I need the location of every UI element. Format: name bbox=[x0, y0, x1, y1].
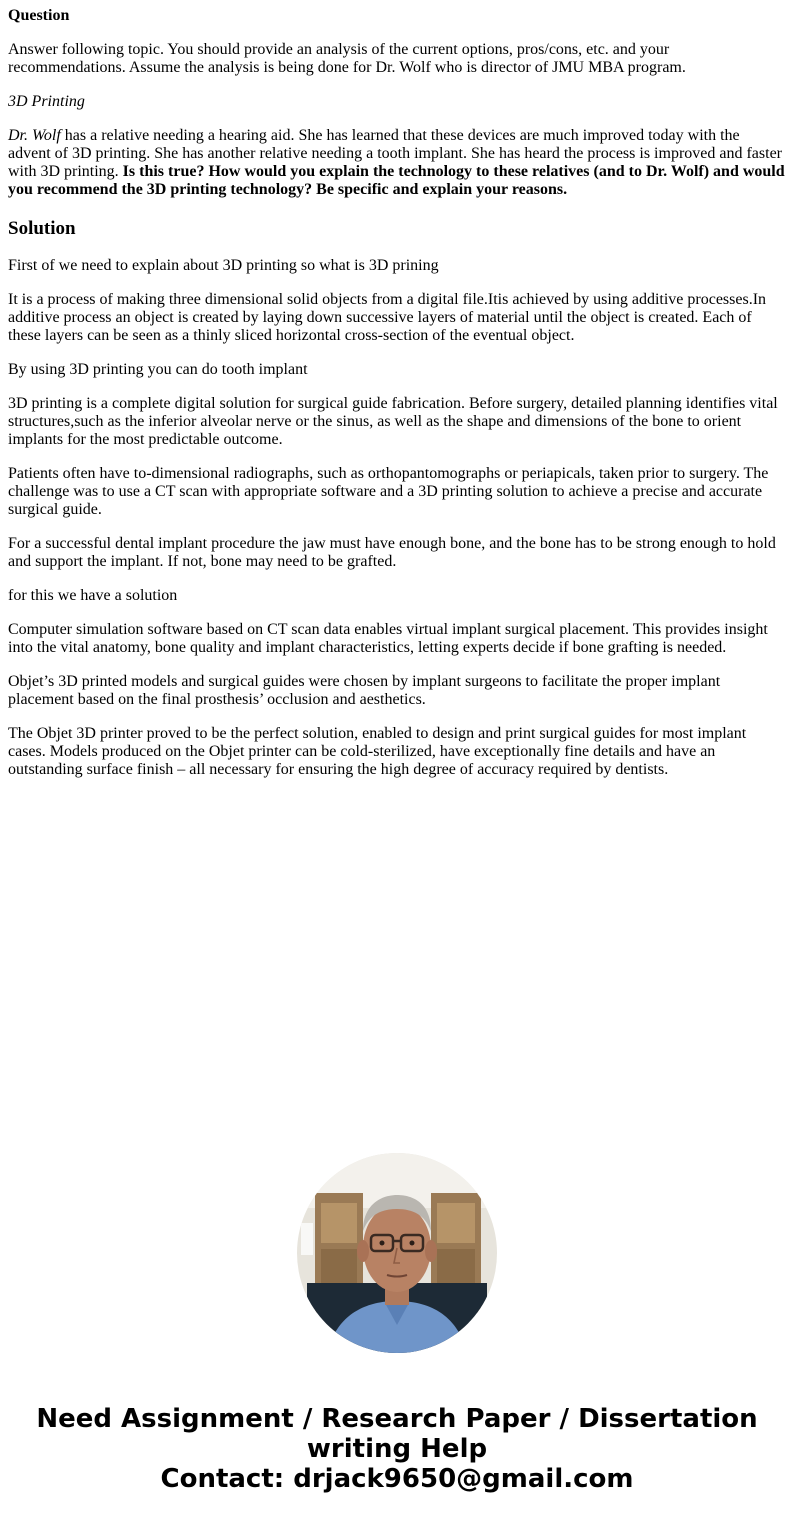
solution-heading: Solution bbox=[8, 218, 76, 239]
promo-line: Need Assignment / Research Paper / Dissertation bbox=[36, 1404, 758, 1434]
solution-paragraph: By using 3D printing you can do tooth implant bbox=[8, 361, 308, 378]
solution-paragraph: First of we need to explain about 3D printing so what is 3D prining bbox=[8, 257, 439, 274]
solution-paragraph: 3D printing is a complete digital solution for surgical guide fabrication. Before surgery, detailed planning identifies vital structures,such as the inferior alveolar nerve or the sinus, as well as the shape and dimensions of the bone to orient implants for the most predictable outcome. bbox=[8, 395, 778, 448]
question-body-name: Dr. Wolf bbox=[8, 127, 61, 144]
solution-paragraph: for this we have a solution bbox=[8, 587, 178, 604]
solution-paragraph: Computer simulation software based on CT scan data enables virtual implant surgical placement. This provides insight into the vital anatomy, bone quality and implant characteristics, letting experts decide if bone grafting is needed. bbox=[8, 621, 768, 656]
promo-contact: Contact: drjack9650@gmail.com bbox=[160, 1464, 634, 1494]
author-avatar bbox=[297, 1153, 497, 1353]
question-label: Question bbox=[8, 7, 70, 24]
avatar-portrait bbox=[297, 1153, 497, 1353]
solution-paragraph: It is a process of making three dimensional solid objects from a digital file.Itis achieved by using additive processes.In additive process an object is created by laying down successive layers of material until the object is created. Each of these layers can be seen as a thinly sliced horizontal cross-section of the eventual object. bbox=[8, 291, 767, 344]
promo-line: writing Help bbox=[306, 1434, 488, 1464]
document-body bbox=[8, 7, 786, 795]
solution-paragraph: For a successful dental implant procedure the jaw must have enough bone, and the bone has to be strong enough to hold and support the implant. If not, bone may need to be grafted. bbox=[8, 535, 776, 570]
question-body-text: has a relative needing a hearing aid. She has learned that these devices are much improved today with the advent of 3D printing. She has another relative needing a tooth implant. She has heard the process is improved and faster with 3D printing. bbox=[8, 127, 783, 180]
solution-paragraph: Objet’s 3D printed models and surgical guides were chosen by implant surgeons to facilitate the proper implant placement based on the final prosthesis’ occlusion and aesthetics. bbox=[8, 673, 721, 708]
topic-title: 3D Printing bbox=[8, 93, 85, 110]
promo-banner bbox=[0, 1404, 794, 1494]
solution-paragraph: Patients often have to-dimensional radiographs, such as orthopantomographs or periapicals, taken prior to surgery. The challenge was to use a CT scan with appropriate software and a 3D printing solution to achieve a precise and accurate surgical guide. bbox=[8, 465, 769, 518]
question-body-bold: Is this true? How would you explain the technology to these relatives (and to Dr. Wolf) and would you recommend the 3D printing technology? Be specific and explain your reasons. bbox=[8, 163, 785, 198]
solution-paragraph: The Objet 3D printer proved to be the perfect solution, enabled to design and print surgical guides for most implant cases. Models produced on the Objet printer can be cold-sterilized, have exceptionally fine details and have an outstanding surface finish – all necessary for ensuring the high degree of accuracy required by dentists. bbox=[8, 725, 747, 778]
question-body bbox=[8, 127, 786, 199]
question-intro: Answer following topic. You should provide an analysis of the current options, pros/cons, etc. and your recommendations. Assume the analysis is being done for Dr. Wolf who is director of JMU MBA program. bbox=[8, 41, 686, 76]
